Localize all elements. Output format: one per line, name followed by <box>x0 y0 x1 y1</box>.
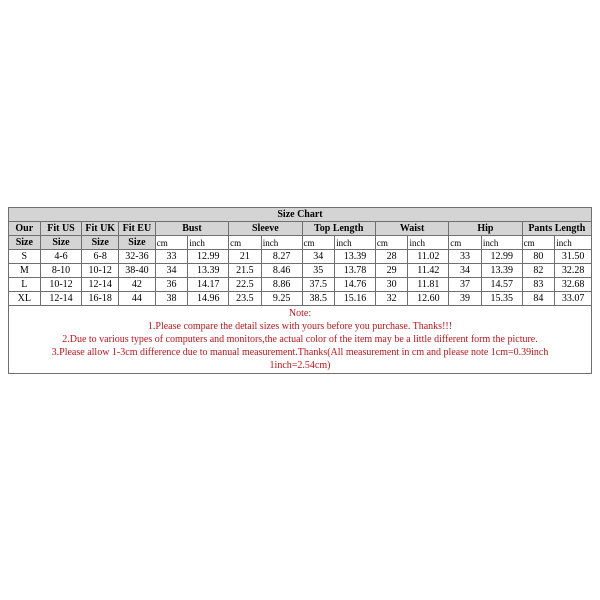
header-size-our: Size <box>9 236 41 250</box>
table-cell: 12-14 <box>82 278 119 292</box>
table-cell: 80 <box>522 250 555 264</box>
table-cell: 11.02 <box>408 250 449 264</box>
note-line-2: 2.Due to various types of computers and monitors,the actual color of the item may be a little different form the picture. <box>62 334 538 345</box>
table-cell: 35 <box>302 264 335 278</box>
unit-inch: inch <box>481 236 522 250</box>
table-cell: 14.96 <box>188 292 229 306</box>
table-row <box>9 250 592 264</box>
unit-cm: cm <box>522 236 555 250</box>
unit-cm: cm <box>229 236 262 250</box>
notes-block <box>9 306 592 374</box>
table-cell: 14.17 <box>188 278 229 292</box>
unit-inch: inch <box>261 236 302 250</box>
table-cell: 34 <box>155 264 188 278</box>
table-cell: 21.5 <box>229 264 262 278</box>
table-cell: 33.07 <box>555 292 592 306</box>
table-cell: XL <box>9 292 41 306</box>
table-cell: 11.42 <box>408 264 449 278</box>
table-cell: 33 <box>155 250 188 264</box>
table-cell: 32 <box>375 292 408 306</box>
table-cell: 13.39 <box>188 264 229 278</box>
table-cell: 8-10 <box>40 264 82 278</box>
unit-inch: inch <box>188 236 229 250</box>
table-cell: 8.46 <box>261 264 302 278</box>
table-cell: L <box>9 278 41 292</box>
table-cell: 33 <box>449 250 482 264</box>
size-chart-table <box>8 207 592 374</box>
header-hip: Hip <box>449 222 522 236</box>
table-cell: 6-8 <box>82 250 119 264</box>
table-row <box>9 292 592 306</box>
table-cell: 4-6 <box>40 250 82 264</box>
header-our: Our <box>9 222 41 236</box>
header-pants-length: Pants Length <box>522 222 591 236</box>
table-cell: 22.5 <box>229 278 262 292</box>
table-cell: 11.81 <box>408 278 449 292</box>
note-line-4: 1inch=2.54cm) <box>269 360 331 371</box>
table-cell: 36 <box>155 278 188 292</box>
table-cell: 23.5 <box>229 292 262 306</box>
table-cell: 12.60 <box>408 292 449 306</box>
unit-cm: cm <box>302 236 335 250</box>
table-cell: 10-12 <box>82 264 119 278</box>
size-rows <box>9 250 592 306</box>
header-size-eu: Size <box>119 236 156 250</box>
table-cell: 32-36 <box>119 250 156 264</box>
note-heading: Note: <box>288 308 312 319</box>
table-cell: 8.27 <box>261 250 302 264</box>
unit-cm: cm <box>449 236 482 250</box>
table-cell: 83 <box>522 278 555 292</box>
table-cell: 15.16 <box>335 292 376 306</box>
table-cell: 29 <box>375 264 408 278</box>
table-cell: 12.99 <box>481 250 522 264</box>
table-cell: 84 <box>522 292 555 306</box>
table-cell: 13.78 <box>335 264 376 278</box>
table-cell: 10-12 <box>40 278 82 292</box>
table-cell: 38 <box>155 292 188 306</box>
table-cell: 30 <box>375 278 408 292</box>
header-size-us: Size <box>40 236 82 250</box>
table-cell: 12.99 <box>188 250 229 264</box>
header-bust: Bust <box>155 222 228 236</box>
table-cell: 15.35 <box>481 292 522 306</box>
table-cell: 31.50 <box>555 250 592 264</box>
table-cell: 34 <box>449 264 482 278</box>
header-fit-eu: Fit EU <box>119 222 156 236</box>
table-cell: S <box>9 250 41 264</box>
note-line-3: 3.Please allow 1-3cm difference due to manual measurement.Thanks(All measurement in cm and please note 1cm=0.39inch <box>51 347 549 358</box>
table-cell: 8.86 <box>261 278 302 292</box>
table-cell: 37.5 <box>302 278 335 292</box>
table-cell: 14.76 <box>335 278 376 292</box>
chart-title: Size Chart <box>9 208 592 222</box>
unit-inch: inch <box>555 236 592 250</box>
unit-cm: cm <box>155 236 188 250</box>
unit-inch: inch <box>408 236 449 250</box>
table-cell: 14.57 <box>481 278 522 292</box>
table-cell: 32.28 <box>555 264 592 278</box>
header-sleeve: Sleeve <box>229 222 302 236</box>
table-cell: 37 <box>449 278 482 292</box>
table-cell: 9.25 <box>261 292 302 306</box>
header-fit-uk: Fit UK <box>82 222 119 236</box>
header-fit-us: Fit US <box>40 222 82 236</box>
table-cell: 13.39 <box>335 250 376 264</box>
table-cell: 28 <box>375 250 408 264</box>
table-cell: 21 <box>229 250 262 264</box>
table-cell: 44 <box>119 292 156 306</box>
unit-cm: cm <box>375 236 408 250</box>
table-cell: 38.5 <box>302 292 335 306</box>
table-cell: 42 <box>119 278 156 292</box>
header-top-length: Top Length <box>302 222 375 236</box>
table-cell: 38-40 <box>119 264 156 278</box>
table-cell: 13.39 <box>481 264 522 278</box>
table-row <box>9 278 592 292</box>
table-cell: 32.68 <box>555 278 592 292</box>
table-cell: 12-14 <box>40 292 82 306</box>
unit-inch: inch <box>335 236 376 250</box>
header-waist: Waist <box>375 222 448 236</box>
table-row <box>9 264 592 278</box>
table-cell: M <box>9 264 41 278</box>
table-cell: 39 <box>449 292 482 306</box>
note-line-1: 1.Please compare the detail sizes with yours before you purchase. Thanks!!! <box>147 321 453 332</box>
table-cell: 34 <box>302 250 335 264</box>
table-cell: 82 <box>522 264 555 278</box>
table-cell: 16-18 <box>82 292 119 306</box>
header-size-uk: Size <box>82 236 119 250</box>
